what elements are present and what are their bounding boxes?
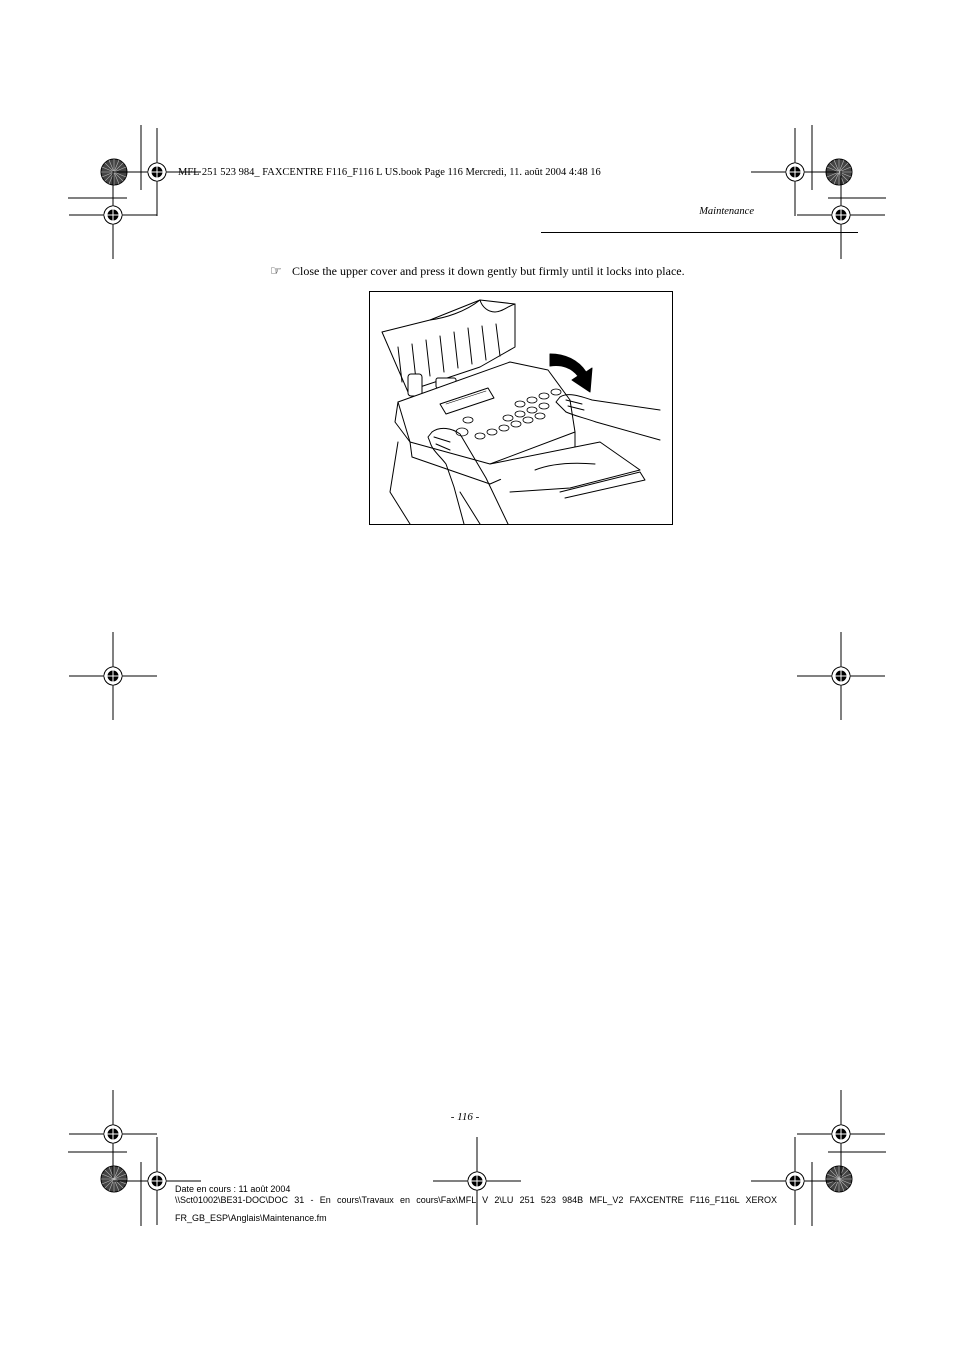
header-file-info: MFL 251 523 984_ FAXCENTRE F116_F116 L US.book Page 116 Mercredi, 11. août 2004 4:48 16 xyxy=(178,167,601,178)
instruction-text: Close the upper cover and press it down gently but firmly until it locks into place. xyxy=(292,264,685,278)
header-rule xyxy=(541,232,858,233)
pointing-hand-icon: ☞ xyxy=(270,264,282,279)
instruction-step xyxy=(270,264,685,279)
footer-path: \\Sct01002\BE31-DOC\DOC 31 - En cours\Travaux en cours\Fax\MFL V 2\LU 251 523 984B MFL_V2 FAXCENTRE F116_F116L XEROX xyxy=(175,1195,777,1205)
footer-date: Date en cours : 11 août 2004 xyxy=(175,1184,291,1194)
footer-path-continued: FR_GB_ESP\Anglais\Maintenance.fm xyxy=(175,1213,327,1223)
page-number: - 116 - xyxy=(450,1111,480,1123)
section-title: Maintenance xyxy=(699,206,754,217)
fax-illustration xyxy=(369,291,673,525)
